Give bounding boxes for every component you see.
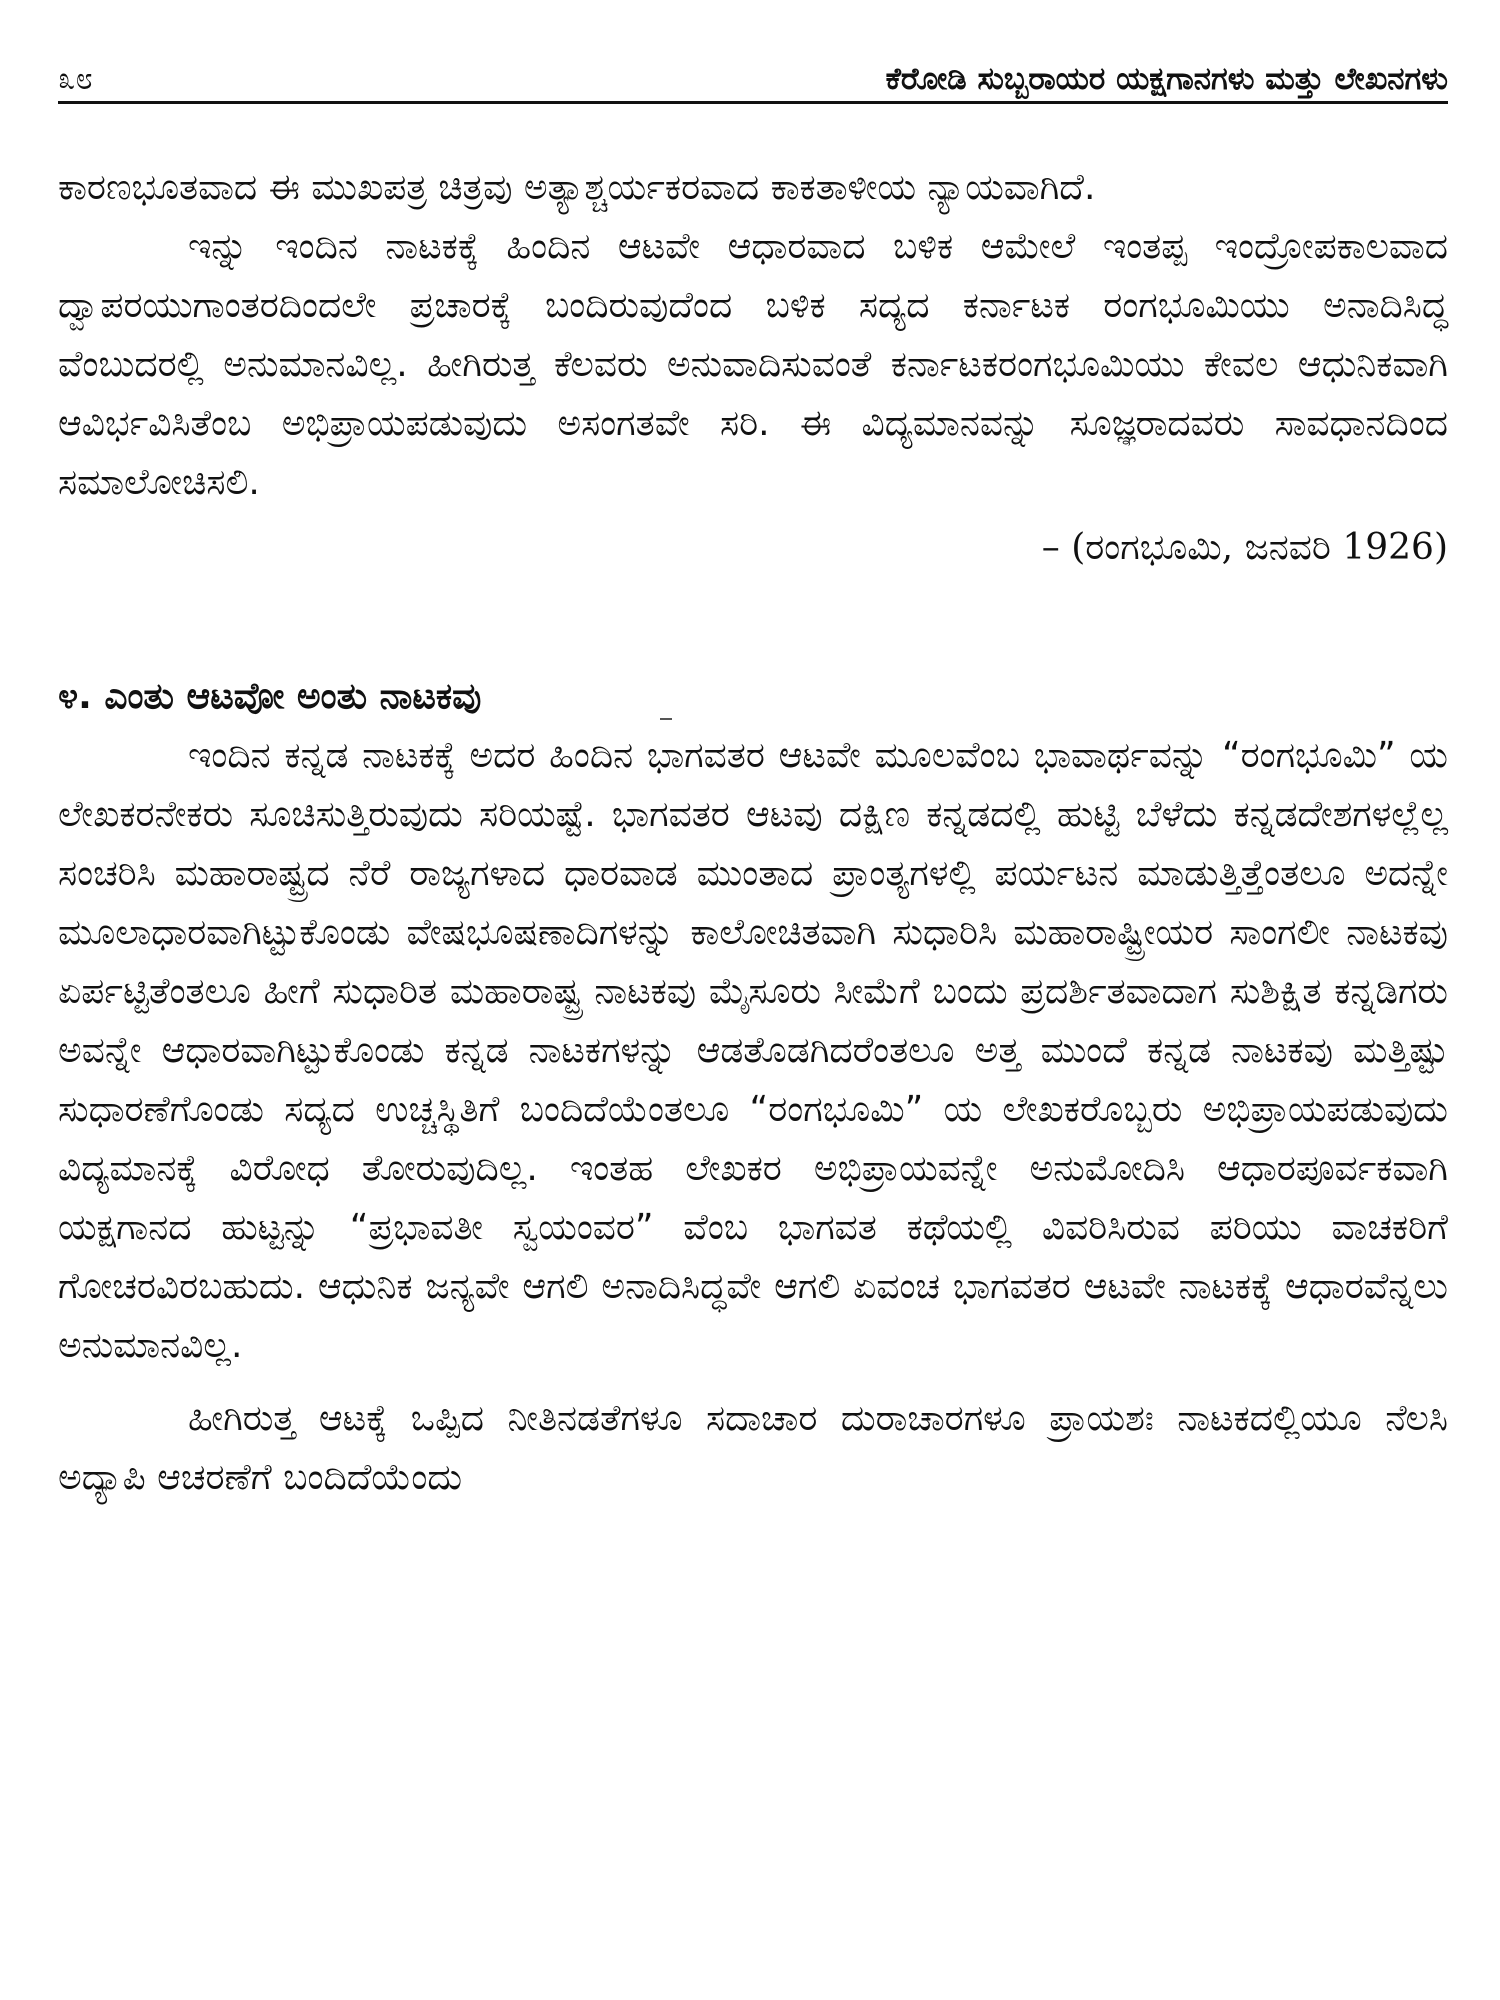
paragraph-4: ಹೀಗಿರುತ್ತ ಆಟಕ್ಕೆ ಒಪ್ಪಿದ ನೀತಿನಡತೆಗಳೂ ಸದಾಚಾರ ದುರಾಚಾರಗಳೂ ಪ್ರಾಯಶಃ ನಾಟಕದಲ್ಲಿಯೂ ನೆಲಸಿ ಅದ್ಯಾಪಿ ಆಚರಣೆಗೆ ಬಂದಿದೆಯೆಂದು bbox=[58, 1398, 1448, 1498]
paragraph-2: ಇನ್ನು ಇಂದಿನ ನಾಟಕಕ್ಕೆ ಹಿಂದಿನ ಆಟವೇ ಆಧಾರವಾದ ಬಳಿಕ ಆಮೇಲೆ ಇಂತಪ್ಪ ಇಂದ್ರೋಪಕಾಲವಾದ ದ್ವಾಪರಯುಗಾಂತರದಿಂದಲೇ ಪ್ರಚಾರಕ್ಕೆ ಬಂದಿರುವುದೆಂದ ಬಳಿಕ ಸದ್ಯದ ಕರ್ನಾಟಕ ರಂಗಭೂಮಿಯು ಅನಾದಿಸಿದ್ಧ ವೆಂಬುದರಲ್ಲಿ ಅನುಮಾನವಿಲ್ಲ. ಹೀಗಿರುತ್ತ ಕೆಲವರು ಅನುವಾದಿಸುವಂತೆ ಕರ್ನಾಟಕರಂಗಭೂಮಿಯು ಕೇವಲ ಆಧುನಿಕವಾಗಿ ಆವಿರ್ಭವಿಸಿತೆಂಬ ಅಭಿಪ್ರಾಯಪಡುವುದು ಅಸಂಗತವೇ ಸರಿ. ಈ ವಿದ್ಯಮಾನವನ್ನು ಸೂಜ್ಞರಾದವರು ಸಾವಧಾನದಿಂದ ಸಮಾಲೋಚಿಸಲಿ. bbox=[58, 226, 1448, 503]
running-head bbox=[58, 42, 1448, 98]
paragraph-1: ಕಾರಣಭೂತವಾದ ಈ ಮುಖಪತ್ರ ಚಿತ್ರವು ಅತ್ಯಾಶ್ಚರ್ಯಕರವಾದ ಕಾಕತಾಳೀಯ ನ್ಯಾಯವಾಗಿದೆ. bbox=[58, 167, 1096, 208]
source-attribution: – (ರಂಗಭೂಮಿ, ಜನವರಿ 1926) bbox=[1041, 527, 1448, 568]
page-number: ೩೮ bbox=[58, 61, 93, 98]
paragraph-3: ಇಂದಿನ ಕನ್ನಡ ನಾಟಕಕ್ಕೆ ಅದರ ಹಿಂದಿನ ಭಾಗವತರ ಆಟವೇ ಮೂಲವೆಂಬ ಭಾವಾರ್ಥವನ್ನು “ರಂಗಭೂಮಿ” ಯ ಲೇಖಕರನೇಕರು ಸೂಚಿಸುತ್ತಿರುವುದು ಸರಿಯಷ್ಟೆ. ಭಾಗವತರ ಆಟವು ದಕ್ಷಿಣ ಕನ್ನಡದಲ್ಲಿ ಹುಟ್ಟಿ ಬೆಳೆದು ಕನ್ನಡದೇಶಗಳಲ್ಲೆಲ್ಲ ಸಂಚರಿಸಿ ಮಹಾರಾಷ್ಟ್ರದ ನೆರೆ ರಾಜ್ಯಗಳಾದ ಧಾರವಾಡ ಮುಂತಾದ ಪ್ರಾಂತ್ಯಗಳಲ್ಲಿ ಪರ್ಯಟನ ಮಾಡುತ್ತಿತ್ತೆಂತಲೂ ಅದನ್ನೇ ಮೂಲಾಧಾರವಾಗಿಟ್ಟುಕೊಂಡು ವೇಷಭೂಷಣಾದಿಗಳನ್ನು ಕಾಲೋಚಿತವಾಗಿ ಸುಧಾರಿಸಿ ಮಹಾರಾಷ್ಟ್ರೀಯರ ಸಾಂಗಲೀ ನಾಟಕವು ಏರ್ಪಟ್ಟಿತೆಂತಲೂ ಹೀಗೆ ಸುಧಾರಿತ ಮಹಾರಾಷ್ಟ್ರ ನಾಟಕವು ಮೈಸೂರು ಸೀಮೆಗೆ ಬಂದು ಪ್ರದರ್ಶಿತವಾದಾಗ ಸುಶಿಕ್ಷಿತ ಕನ್ನಡಿಗರು ಅವನ್ನೇ ಆಧಾರವಾಗಿಟ್ಟುಕೊಂಡು ಕನ್ನಡ ನಾಟಕಗಳನ್ನು ಆಡತೊಡಗಿದರೆಂತಲೂ ಅತ್ತ ಮುಂದೆ ಕನ್ನಡ ನಾಟಕವು ಮತ್ತಿಷ್ಟು ಸುಧಾರಣೆಗೊಂಡು ಸದ್ಯದ ಉಚ್ಚಸ್ಥಿತಿಗೆ ಬಂದಿದೆಯೆಂತಲೂ “ರಂಗಭೂಮಿ” ಯ ಲೇಖಕರೊಬ್ಬರು ಅಭಿಪ್ರಾಯಪಡುವುದು ವಿದ್ಯಮಾನಕ್ಕೆ ವಿರೋಧ ತೋರುವುದಿಲ್ಲ. ಇಂತಹ ಲೇಖಕರ ಅಭಿಪ್ರಾಯವನ್ನೇ ಅನುಮೋದಿಸಿ ಆಧಾರಪೂರ್ವಕವಾಗಿ ಯಕ್ಷಗಾನದ ಹುಟ್ಟನ್ನು “ಪ್ರಭಾವತೀ ಸ್ವಯಂವರ” ವೆಂಬ ಭಾಗವತ ಕಥೆಯಲ್ಲಿ ವಿವರಿಸಿರುವ ಪರಿಯು ವಾಚಕರಿಗೆ ಗೋಚರವಿರಬಹುದು. ಆಧುನಿಕ ಜನ್ಯವೇ ಆಗಲಿ ಅನಾದಿಸಿದ್ಧವೇ ಆಗಲಿ ಏವಂಚ ಭಾಗವತರ ಆಟವೇ ನಾಟಕಕ್ಕೆ ಆಧಾರವೆನ್ನಲು ಅನುಮಾನವಿಲ್ಲ. bbox=[58, 735, 1448, 1366]
body-text bbox=[58, 158, 1448, 1507]
section-heading: ೪. ಎಂತು ಆಟವೋ ಅಂತು ನಾಟಕವು bbox=[58, 676, 482, 717]
running-title: ಕೆರೋಡಿ ಸುಬ್ಬರಾಯರ ಯಕ್ಷಗಾನಗಳು ಮತ್ತು ಲೇಖನಗಳು bbox=[885, 61, 1448, 98]
print-speck bbox=[660, 718, 672, 720]
header-rule bbox=[58, 101, 1448, 104]
